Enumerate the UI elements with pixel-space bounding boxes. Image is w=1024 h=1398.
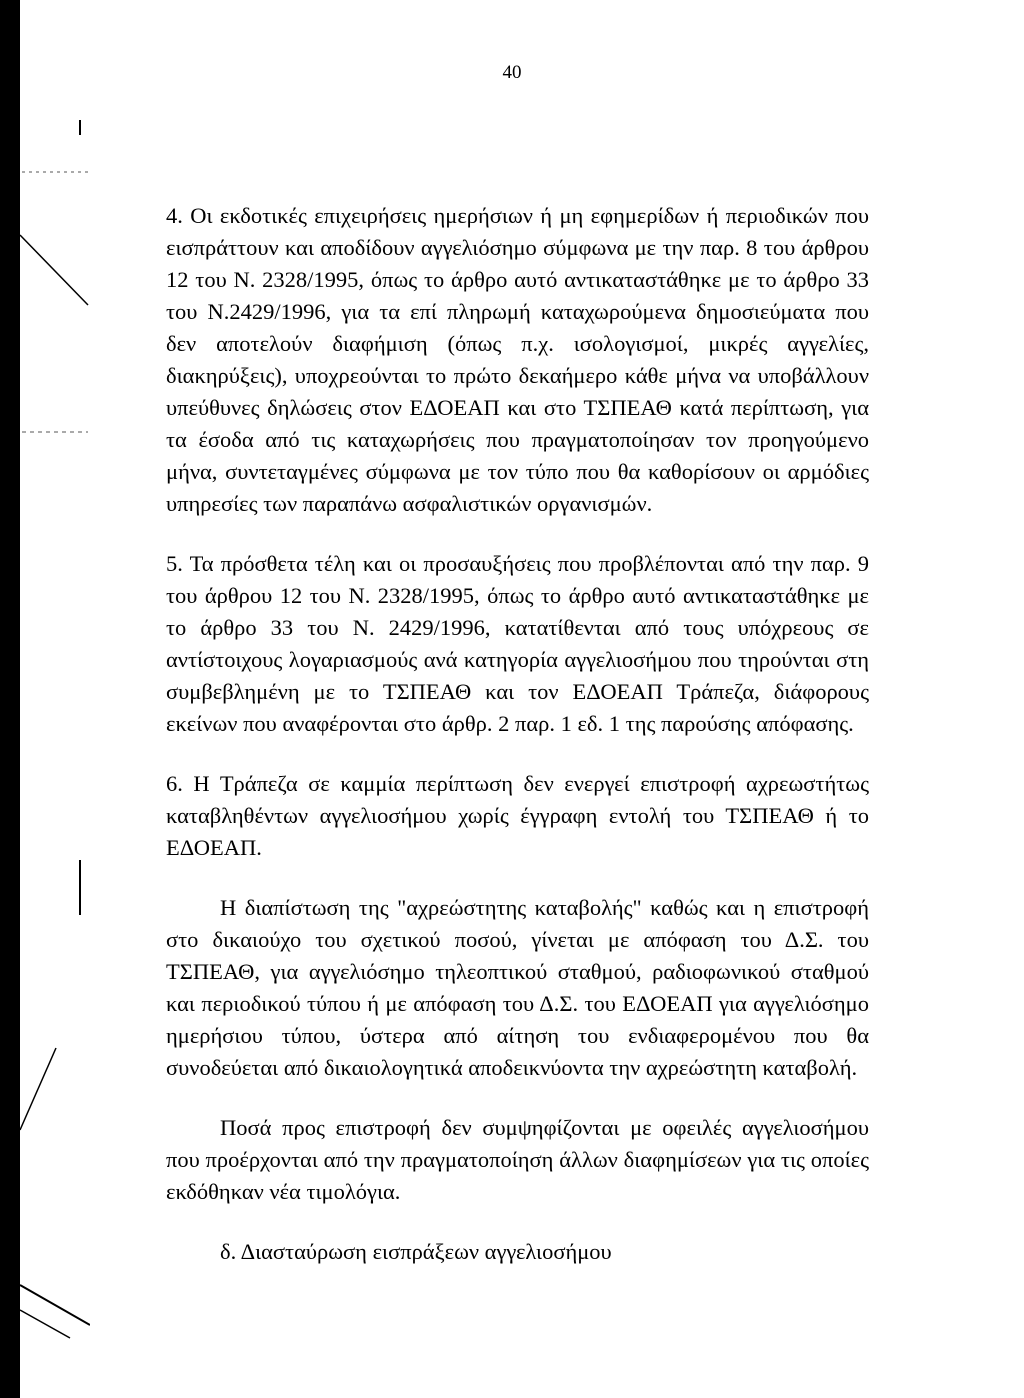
paragraph-5: 5. Τα πρόσθετα τέλη και οι προσαυξήσεις που προβλέπονται από την παρ. 9 του άρθρου 12 του Ν. 2328/1995, όπως το άρθρο αυτό αντικαταστάθηκε με το άρθρο 33 του Ν. 2429/1996, κατατίθενται από τους υπόχρεους σε αντίστοιχους λογαριασμούς ανά κατηγορία αγγελιοσήμου που τηρούνται στη συμβεβλημένη με το ΤΣΠΕΑΘ και τον ΕΔΟΕΑΠ Τράπεζα, διάφορους εκείνων που αναφέρονται στο άρθρ. 2 παρ. 1 εδ. 1 της παρούσης απόφασης.	[166, 551, 869, 736]
page-number: 40	[502, 62, 522, 83]
scan-line-artifacts	[0, 0, 90, 1398]
paragraph-6: 6. Η Τράπεζα σε καμμία περίπτωση δεν ενεργεί επιστροφή αχρεωστήτως καταβληθέντων αγγελιοσήμου χωρίς έγγραφη εντολή του ΤΣΠΕΑΘ ή το ΕΔΟΕΑΠ.	[166, 771, 869, 860]
document-body	[166, 200, 869, 1268]
paragraph-refund-decision: Η διαπίστωση της "αχρεώστητης καταβολής" καθώς και η επιστροφή στο δικαιούχο του σχετικού ποσού, γίνεται με απόφαση του Δ.Σ. του ΤΣΠΕΑΘ, για αγγελιόσημο τηλεοπτικού σταθμού, ραδιοφωνικού σταθμού και περιοδικού τύπου ή με απόφαση του Δ.Σ. του ΕΔΟΕΑΠ για αγγελιόσημο ημερήσιου τύπου, ύστερα από αίτηση του ενδιαφερομένου που θα συνοδεύεται από δικαιολογητικά αποδεικνύοντα την αχρεώστητη καταβολή.	[166, 895, 869, 1080]
section-heading: δ. Διασταύρωση εισπράξεων αγγελιοσήμου	[220, 1239, 612, 1264]
paragraph-4: 4. Οι εκδοτικές επιχειρήσεις ημερήσιων ή μη εφημερίδων ή περιοδικών που εισπράττουν και αποδίδουν αγγελιόσημο σύμφωνα με την παρ. 8 του άρθρου 12 του Ν. 2328/1995, όπως το άρθρο αυτό αντικαταστάθηκε με το άρθρο 33 του Ν.2429/1996, για τα επί πληρωμή καταχωρούμενα δημοσιεύματα που δεν αποτελούν διαφήμιση (όπως π.χ. ισολογισμοί, μικρές αγγελίες, διακηρύξεις), υποχρεούνται το πρώτο δεκαήμερο κάθε μήνα να υποβάλλουν υπεύθυνες δηλώσεις στον ΕΔΟΕΑΠ και στο ΤΣΠΕΑΘ κατά περίπτωση, για τα έσοδα από τις καταχωρήσεις που πραγματοποίησαν τον προηγούμενο μήνα, συντεταγμένες σύμφωνα με τον τύπο που θα καθορίσουν οι αρμόδιες υπηρεσίες των παραπάνω ασφαλιστικών οργανισμών.	[166, 203, 869, 516]
paragraph-no-offset: Ποσά προς επιστροφή δεν συμψηφίζονται με οφειλές αγγελιοσήμου που προέρχονται από την πραγματοποίηση άλλων διαφημίσεων για τις οποίες εκδόθηκαν νέα τιμολόγια.	[166, 1115, 869, 1204]
